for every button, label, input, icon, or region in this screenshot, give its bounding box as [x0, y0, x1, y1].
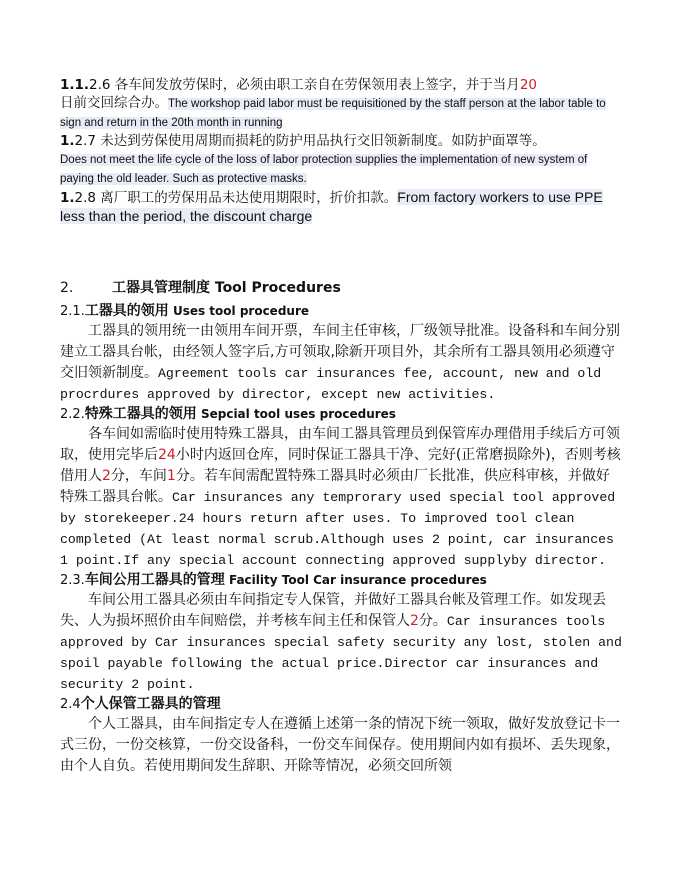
subsection-heading-2-2 — [60, 405, 622, 424]
body-text-en: Agreement tools car insurances fee, account, new and old procrdures approved by director, except new activities. — [60, 366, 602, 402]
subsection-number: 2.1. — [60, 304, 85, 319]
subsection-number: 2.3. — [60, 573, 85, 588]
clause-number: 1. — [60, 190, 75, 206]
body-text-zh: 分，车间 — [110, 468, 167, 484]
clause-text-zh: 日前交回综合办。 — [60, 95, 168, 111]
subsection-title-en: Uses tool procedure — [172, 304, 310, 318]
body-text-zh: 分。若车间需配置特殊工器具时必须由厂长批准，供应科审核，并做好特殊工器具台帐。 — [60, 468, 610, 505]
clause-1-2-8 — [60, 188, 622, 226]
document-page — [60, 76, 622, 777]
body-text-zh: 小时内返回仓库，同时保证工器具干净、完好(正常磨损除外)，否则考核借用人 — [60, 447, 621, 484]
subsection-body-2-2 — [60, 424, 622, 571]
highlight-number: 2 — [410, 613, 419, 629]
clause-number: 1. — [60, 133, 75, 149]
section-heading — [60, 278, 622, 298]
clause-number: 1.1. — [60, 77, 90, 93]
section-number: 2. — [60, 280, 74, 296]
body-text-zh: 车间公用工器具必须由车间指定专人保管，并做好工器具台帐及管理工作。如发现丢失、人为损坏照价由车间赔偿，并考核车间主任和保管人 — [60, 592, 606, 629]
clause-text-zh: 2.7 未达到劳保使用周期而损耗的防护用品执行交旧领新制度。如防护面罩等。 — [74, 133, 546, 149]
highlight-number: 2 — [102, 468, 111, 484]
clause-text-en: The workshop paid labor must be requisitioned by the staff person at the labor table to sign and return in the 20th month in running — [60, 98, 606, 129]
section-title: 工器具管理制度 Tool Procedures — [112, 280, 341, 296]
clause-1-2-6 — [60, 76, 622, 132]
subsection-body-2-4 — [60, 714, 622, 777]
subsection-heading-2-1 — [60, 302, 622, 321]
subsection-number: 2.4 — [60, 697, 81, 712]
body-text-zh: 分。 — [418, 613, 447, 629]
subsection-body-2-1 — [60, 321, 622, 405]
body-text-zh: 工器具的领用统一由领用车间开票，车间主任审核，厂级领导批准。设备科和车间分别建立工器具台帐，由经领人签字后,方可领取,除新开项目外，其余所有工器具领用必须遵守交旧领新制度。 — [60, 323, 620, 381]
subsection-title-zh: 个人保管工器具的管理 — [80, 696, 221, 712]
subsection-title-zh: 车间公用工器具的管理 — [84, 572, 225, 588]
clause-1-2-7 — [60, 132, 622, 188]
subsection-body-2-3 — [60, 590, 622, 695]
body-text-zh: 各车间如需临时使用特殊工器具，由车间工器具管理员到保管库办理借用手续后方可领取，使用完毕后 — [60, 426, 620, 463]
body-text-zh: 个人工器具，由车间指定专人在遵循上述第一条的情况下统一领取，做好发放登记卡一式三份，一份交核算，一份交设备科，一份交车间保存。使用期间内如有损坏、丢失现象，由个人自负。若使用期间发生辞职、开除等情况，必须交回所领 — [60, 716, 620, 774]
subsection-title-en: Facility Tool Car insurance procedures — [228, 573, 487, 587]
subsection-number: 2.2. — [60, 407, 85, 422]
clause-text-en: Does not meet the life cycle of the loss of labor protection supplies the implementation of new system of paying the old leader. Such as protective masks. — [60, 154, 588, 185]
subsection-title-zh: 工器具的领用 — [84, 303, 169, 319]
subsection-heading-2-3 — [60, 571, 622, 590]
body-text-en: Car insurances tools approved by Car insurances special safety security any lost, stolen and spoil payable following the actual price.Director car insurances and security 2 point. — [60, 614, 622, 692]
body-text-en: Car insurances any temprorary used special tool approved by storekeeper.24 hours return after uses. To improved tool clean completed (At least normal scrub.Although uses 2 point, car insurances 1 point.If any special account connecting approved supplyby director. — [60, 490, 616, 568]
clause-text-zh: 2.6 各车间发放劳保时，必须由职工亲自在劳保领用表上签字，并于当月 — [89, 77, 520, 93]
subsection-heading-2-4 — [60, 695, 622, 714]
highlight-number: 1 — [166, 468, 176, 484]
clause-text-zh: 2.8 离厂职工的劳保用品未达使用期限时，折价扣款。 — [74, 190, 398, 206]
subsection-title-en: Sepcial tool uses procedures — [200, 407, 396, 421]
highlight-number: 20 — [519, 77, 537, 93]
highlight-number: 24 — [158, 447, 176, 463]
subsection-title-zh: 特殊工器具的领用 — [84, 406, 197, 422]
clause-text-en: From factory workers to use PPE less than the period, the discount charge — [60, 189, 603, 224]
